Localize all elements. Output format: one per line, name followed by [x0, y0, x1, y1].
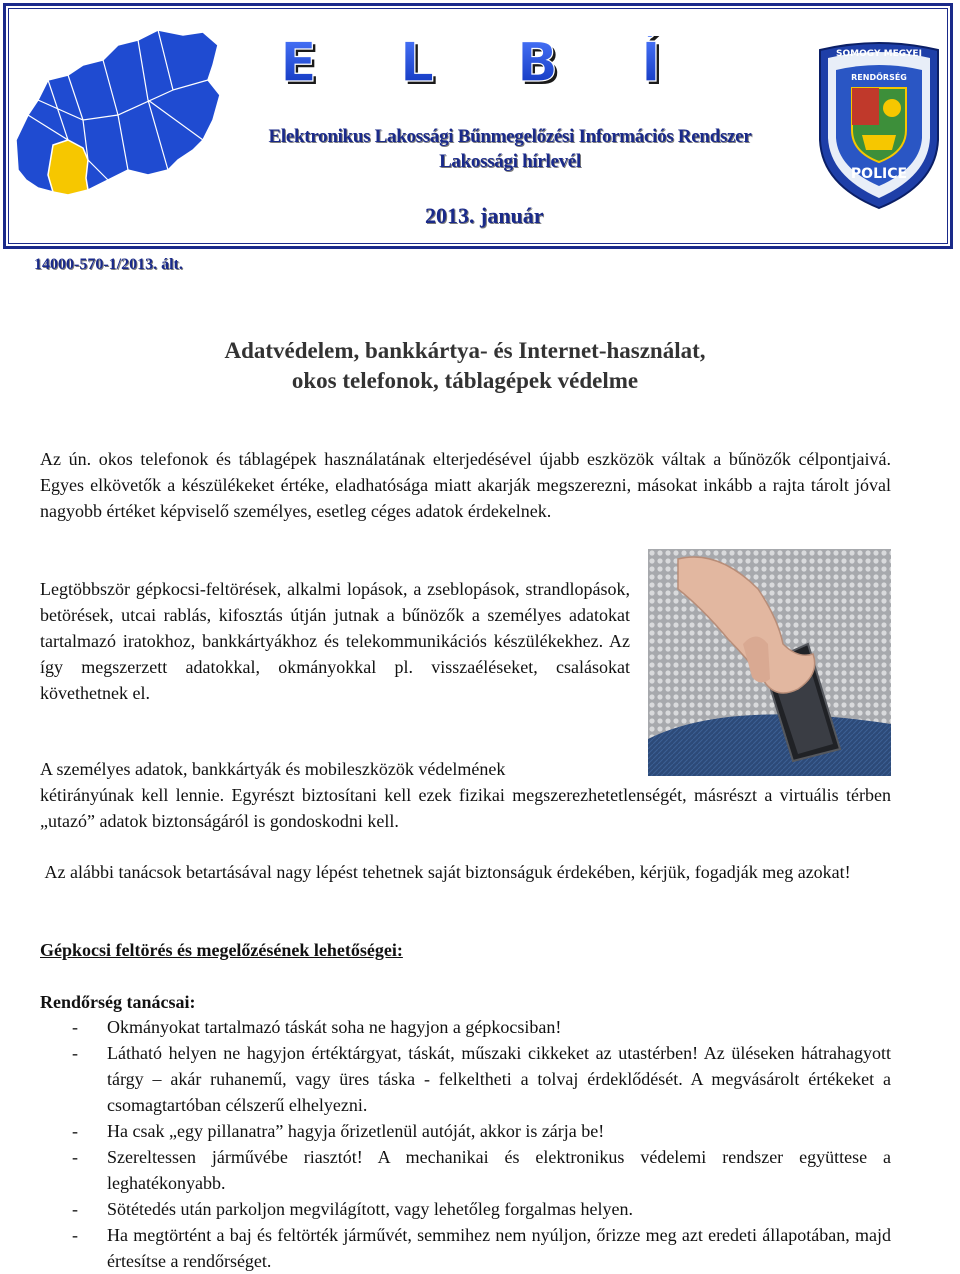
advice-paragraph: Az alábbi tanácsok betartásával nagy lépést tehetnek saját biztonságuk érdekében, kérjük, fogadják meg azokat! — [40, 862, 851, 882]
badge-top-text: SOMOGY MEGYEI — [836, 49, 922, 59]
protection-paragraph-part-2: kétirányúnak kell lennie. Egyrészt biztosítani kell ezek fizikai megszerezhetetlenségét, másrészt a virtuális térben „utazó” adatok biztonságáról is gondoskodni kell. — [40, 785, 891, 831]
issue-date: 2013. január — [425, 203, 544, 228]
methods-paragraph: Legtöbbször gépkocsi-feltörések, alkalmi lopások, a zseblopások, strandlopások, betörések, utcai rablás, kifosztás útján jutnak a bűnözők a személyes adatokat tartalmazó iratokhoz, bankkártyákhoz és telekommunikációs készülékekhez. Az így megszerzett adatokkal, okmányokkal pl. visszaéléseket, csalásokat követhetnek el. — [40, 579, 630, 703]
tip-item — [40, 1040, 891, 1118]
subtitle-line-1: Elektronikus Lakossági Bűnmegelőzési Információs Rendszer — [268, 126, 752, 147]
tip-text: Sötétedés után parkoljon megvilágított, vagy lehetőleg forgalmas helyen. — [107, 1199, 634, 1219]
tip-text: Ha megtörtént a baj és feltörték járművét, semmihez nem nyúljon, őrizze meg azt eredeti állapotában, majd értesítse a rendőrséget. — [107, 1225, 891, 1271]
police-tips-list — [40, 1014, 891, 1274]
tip-bullet: - — [72, 1199, 78, 1219]
tip-text: Okmányokat tartalmazó táskát soha ne hagyjon a gépkocsiban! — [107, 1017, 562, 1037]
tip-text: Ha csak „egy pillanatra” hagyja őrizetlenül autóját, akkor is zárja be! — [107, 1121, 605, 1141]
page-title-line-1: Adatvédelem, bankkártya- és Internet-használat, — [224, 338, 706, 363]
tip-bullet: - — [72, 1017, 78, 1037]
reference-number: 14000-570-1/2013. ált. — [34, 256, 183, 273]
tip-item — [40, 1222, 891, 1274]
intro-paragraph: Az ún. okos telefonok és táblagépek használatának elterjedésével újabb eszközök váltak a bűnözők célpontjaivá. Egyes elkövetők a készülékeket értéke, eladhatósága miatt akarják megszerezni, másokat inkább a rajta tárolt jóval nagyobb értéket képviselő személyes, esetleg céges adatok érdekelnek. — [40, 449, 891, 521]
tip-bullet: - — [72, 1121, 78, 1141]
tip-text: Szereltessen járművébe riasztót! A mechanikai és elektronikus védelemi rendszer együttese a leghatékonyabb. — [107, 1147, 891, 1193]
page-title — [40, 336, 890, 396]
tip-bullet: - — [72, 1225, 78, 1245]
elbir-logo-shadow: E L B Í — [283, 36, 696, 88]
tip-item — [40, 1196, 891, 1222]
tip-item — [40, 1144, 891, 1196]
badge-middle-text: RENDŐRSÉG — [851, 73, 907, 82]
pickpocket-photo — [648, 549, 891, 776]
police-tips-heading: Rendőrség tanácsai: — [40, 992, 196, 1012]
newsletter-subtitle — [220, 124, 800, 174]
section-heading: Gépkocsi feltörés és megelőzésének lehetőségei: — [40, 940, 403, 960]
tip-item — [40, 1014, 891, 1040]
tip-item — [40, 1118, 891, 1144]
page-title-line-2: okos telefonok, táblagépek védelme — [291, 368, 639, 393]
subtitle-line-2: Lakossági hírlevél — [439, 151, 581, 172]
badge-bottom-text: POLICE — [850, 166, 908, 182]
hungary-map-image — [8, 20, 226, 210]
police-badge-image — [812, 40, 946, 210]
elbir-logo-text: E L B Í — [280, 36, 693, 88]
tip-bullet: - — [72, 1043, 78, 1063]
tip-bullet: - — [72, 1147, 78, 1167]
protection-paragraph-part-1: A személyes adatok, bankkártyák és mobileszközök védelmének — [40, 759, 506, 779]
elbir-logo — [280, 36, 720, 93]
tip-text: Látható helyen ne hagyjon értéktárgyat, táskát, műszaki cikkeket az utastérben! Az üléseken hátrahagyott tárgy – akár ruhanemű, vagy üres táska - felkeltheti a tolvaj érdeklődését. A megvásárolt értékeket a csomagtartóban célszerű elhelyezni. — [107, 1043, 891, 1115]
